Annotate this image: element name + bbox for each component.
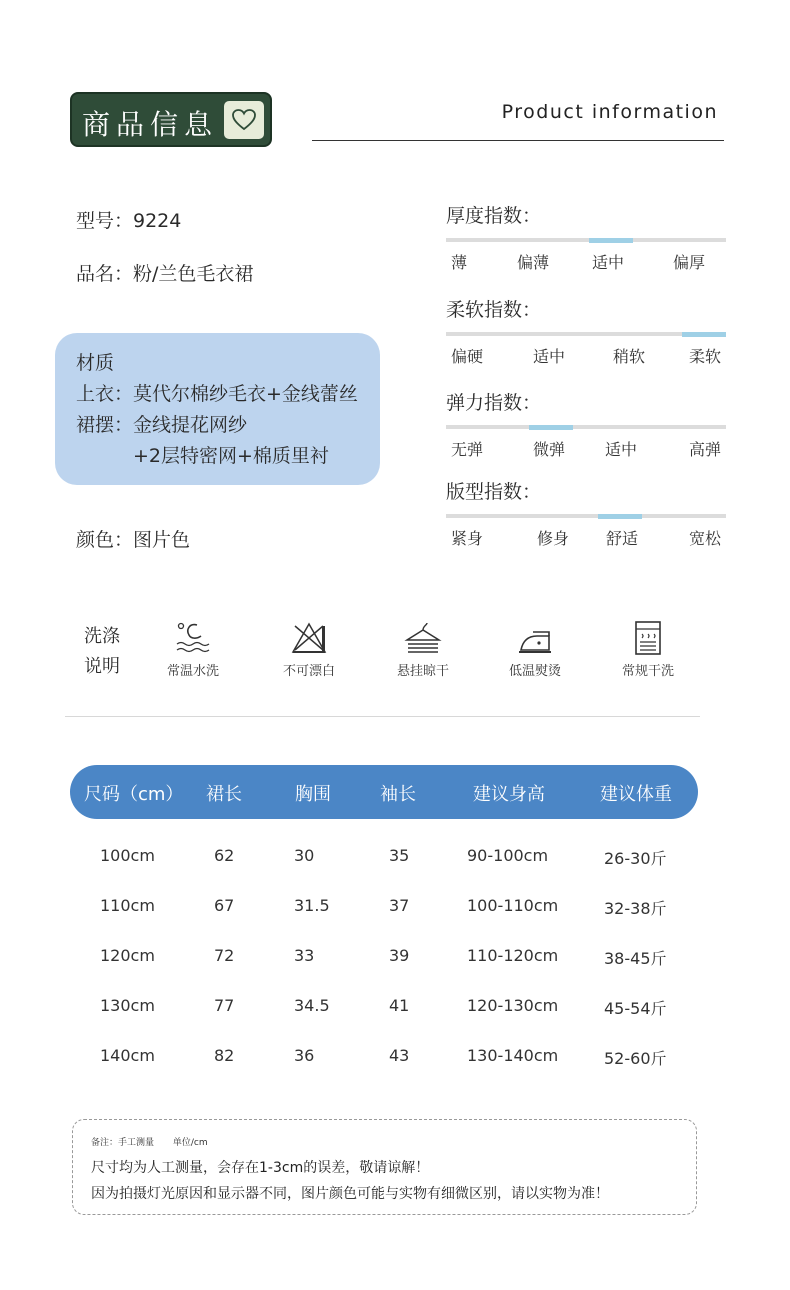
table-cell: 31.5 [294,896,330,915]
index-label: 适中 [533,347,566,366]
index-label: 微弹 [533,440,566,459]
product-name: 品名：粉/兰色毛衣裙 [76,263,254,285]
cn-title: 商品信息 [82,108,219,141]
washing-title-line: 洗涤 [84,626,120,647]
wash-label: 悬挂晾干 [396,664,449,679]
index-title: 柔软指数： [446,299,542,321]
note-box [72,1119,697,1215]
table-cell: 32-38斤 [604,899,667,918]
washing-title [84,622,120,682]
material-top: 上衣：莫代尔棉纱毛衣+金线蕾丝 [76,383,358,405]
column-header: 袖长 [380,784,416,805]
index-bar [446,332,726,336]
index-highlight [529,425,573,430]
table-cell: 110cm [100,896,155,915]
wash-label: 常规干洗 [621,664,674,679]
index-title: 厚度指数： [446,205,542,227]
table-cell: 72 [214,946,235,965]
index-label: 高弹 [689,440,722,459]
wash-item [490,620,580,679]
hand-wash-icon [173,620,213,656]
index-title: 版型指数： [446,481,542,503]
title-badge [70,92,272,147]
column-header: 胸围 [295,784,331,805]
index-label: 宽松 [689,529,722,548]
table-cell: 39 [389,946,410,965]
column-header: 建议身高 [473,784,545,805]
table-cell: 35 [389,846,410,865]
table-cell: 67 [214,896,235,915]
wash-item [148,620,238,679]
index-highlight [589,238,633,243]
table-cell: 41 [389,996,410,1015]
table-cell: 33 [294,946,315,965]
table-cell: 90-100cm [467,846,549,865]
index-label: 修身 [537,529,570,548]
wash-label: 低温熨烫 [508,664,561,679]
index-label: 薄 [451,253,468,272]
material-panel [55,333,380,485]
table-cell: 45-54斤 [604,999,667,1018]
table-cell: 43 [389,1046,410,1065]
wash-item [603,620,693,679]
index-bar [446,238,726,242]
index-label: 偏薄 [517,253,550,272]
table-cell: 130cm [100,996,155,1015]
material-skirt: 裙摆：金线提花网纱 [76,414,248,436]
table-cell: 120cm [100,946,155,965]
wash-label: 不可漂白 [282,664,335,679]
table-cell: 100cm [100,846,155,865]
table-cell: 34.5 [294,996,330,1015]
title-divider [312,140,724,141]
table-cell: 100-110cm [467,896,559,915]
wash-item [264,620,354,679]
table-cell: 77 [214,996,235,1015]
material-skirt-cont: +2层特密网+棉质里衬 [133,445,329,467]
index-bar [446,425,726,429]
note-small [91,1135,208,1148]
washing-title-line: 说明 [84,656,120,677]
product-color: 颜色：图片色 [76,529,191,551]
table-cell: 52-60斤 [604,1049,667,1068]
hang-dry-icon [403,620,443,656]
table-cell: 36 [294,1046,315,1065]
index-label: 稍软 [613,347,646,366]
table-cell: 110-120cm [467,946,559,965]
table-cell: 26-30斤 [604,849,667,868]
column-header: 建议体重 [600,784,672,805]
index-label: 偏硬 [451,347,484,366]
no-bleach-icon [289,620,329,656]
note-measure: 备注：手工测量 [91,1138,155,1148]
table-cell: 37 [389,896,410,915]
model-number: 型号：9224 [76,210,182,232]
en-title: Product information [501,101,718,123]
index-highlight [682,332,726,337]
note-line: 因为拍摄灯光原因和显示器不同，图片颜色可能与实物有细微区别，请以实物为准！ [91,1186,609,1202]
index-title: 弹力指数： [446,392,542,414]
table-cell: 140cm [100,1046,155,1065]
index-label: 无弹 [451,440,484,459]
heart-icon-box [224,101,264,139]
note-unit: 单位/cm [172,1138,208,1148]
index-label: 紧身 [451,529,484,548]
index-label: 适中 [605,440,638,459]
column-header: 尺码（cm） [84,784,184,805]
table-cell: 30 [294,846,315,865]
note-line: 尺寸均为人工测量，会存在1-3cm的误差，敬请谅解！ [91,1160,430,1176]
heart-icon [231,108,257,132]
table-cell: 38-45斤 [604,949,667,968]
index-bar [446,514,726,518]
table-cell: 82 [214,1046,235,1065]
low-iron-icon [515,620,555,656]
index-label: 舒适 [606,529,639,548]
wash-label: 常温水洗 [166,664,219,679]
material-title: 材质 [76,352,115,374]
size-table-header [70,765,698,819]
wash-item [378,620,468,679]
table-cell: 62 [214,846,235,865]
index-label: 柔软 [689,347,722,366]
column-header: 裙长 [206,784,242,805]
table-cell: 120-130cm [467,996,559,1015]
index-label: 适中 [592,253,625,272]
table-cell: 130-140cm [467,1046,559,1065]
index-label: 偏厚 [673,253,706,272]
section-divider [65,716,700,717]
dry-clean-icon [628,620,668,656]
index-highlight [598,514,642,519]
